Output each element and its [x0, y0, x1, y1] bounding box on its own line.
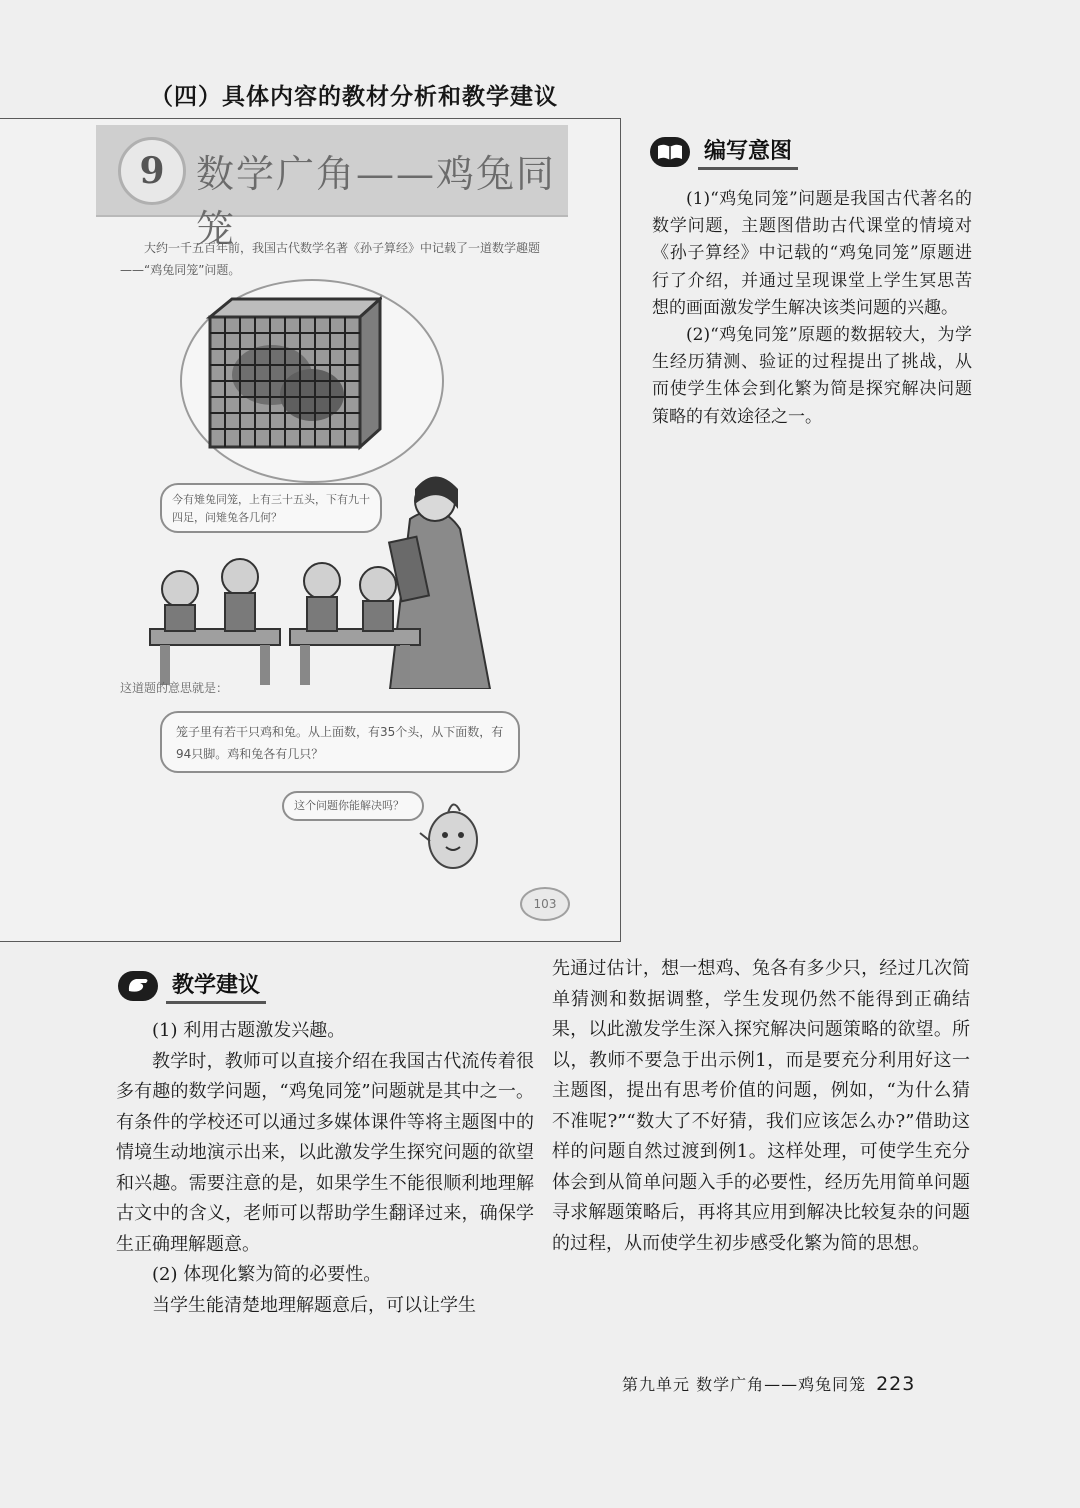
writing-intent-text [652, 186, 972, 431]
mascot-illustration [418, 795, 488, 875]
writing-intent-heading [650, 134, 798, 170]
lesson-number: 9 [118, 137, 186, 205]
suggestion-subhead-2: (2) 体现化繁为简的必要性。 [152, 1264, 382, 1285]
writing-intent-paragraph-2: (2)“鸡兔同笼”原题的数据较大，为学生经历猜测、验证的过程提出了挑战，从而使学生体会到化繁为简是探究解决问题策略的有效途径之一。 [652, 325, 972, 427]
suggestion-paragraph-1: 教学时，教师可以直接介绍在我国古代流传着很多有趣的数学问题，“鸡兔同笼”问题就是其中之一。有条件的学校还可以通过多媒体课件等将主题图中的情境生动地演示出来，以此激发学生探究问题的欲望和兴趣。需要注意的是，如果学生不能很顺利地理解古文中的含义，老师可以帮助学生翻译过来，确保学生正确理解题意。 [116, 1050, 534, 1255]
teaching-suggestions-left-column [116, 1016, 534, 1321]
inset-page-number: 103 [520, 887, 570, 921]
mascot-speech-bubble: 这个问题你能解决吗？ [282, 791, 424, 821]
inset-caption: 这道题的意思就是： [120, 681, 229, 695]
writing-intent-paragraph-1: (1)“鸡兔同笼”问题是我国古代著名的数学问题，主题图借助古代课堂的情境对《孙子算经》中记载的“鸡兔同笼”原题进行了介绍，并通过呈现课堂上学生冥思苦想的画面激发学生解决该类问题的兴趣。 [652, 189, 972, 318]
page-footer [622, 1372, 915, 1395]
classroom-illustration [140, 449, 520, 689]
teaching-suggestions-label: 教学建议 [166, 968, 266, 1004]
footer-unit-text: 第九单元 数学广角——鸡兔同笼 [622, 1375, 867, 1394]
problem-bubble: 笼子里有若干只鸡和兔。从上面数，有35个头，从下面数，有94只脚。鸡和兔各有几只？ [160, 711, 520, 773]
suggestion-paragraph-2-start: 当学生能清楚地理解题意后，可以让学生 [152, 1294, 476, 1316]
teacher-speech-bubble: 今有雉兔同笼，上有三十五头，下有九十四足，问雉兔各几何？ [160, 483, 382, 533]
cage-illustration [202, 295, 382, 455]
section-title: （四）具体内容的教材分析和教学建议 [150, 84, 558, 110]
pointer-hand-icon [118, 971, 158, 1001]
suggestion-paragraph-2-continued: 先通过估计，想一想鸡、兔各有多少只，经过几次简单猜测和数据调整，学生发现仍然不能得到正确结果，以此激发学生深入探究解决问题策略的欲望。所以，教师不要急于出示例1，而是要充分利用好这一主题图，提出有思考价值的问题，例如，“为什么猜不准呢?”“数大了不好猜，我们应该怎么办?”借助这样的问题自然过渡到例1。这样处理，可使学生充分体会到从简单问题入手的必要性，经历先用简单问题寻求解题策略后，再将其应用到解决比较复杂的问题的过程，从而使学生初步感受化繁为简的思想。 [552, 958, 970, 1254]
lesson-title: 数学广角——鸡兔同笼 [196, 152, 557, 251]
book-icon [650, 137, 690, 167]
inset-intro-text: 大约一千五百年前，我国古代数学名著《孙子算经》中记载了一道数学趣题——“鸡兔同笼”问题。 [120, 241, 541, 277]
teaching-suggestions-heading [118, 968, 266, 1004]
teaching-suggestions-right-column [552, 954, 970, 1259]
suggestion-subhead-1: (1) 利用古题激发兴趣。 [152, 1020, 346, 1041]
writing-intent-label: 编写意图 [698, 134, 798, 170]
textbook-inset [0, 118, 621, 942]
lesson-banner [96, 125, 568, 251]
footer-page-number: 223 [876, 1373, 916, 1395]
